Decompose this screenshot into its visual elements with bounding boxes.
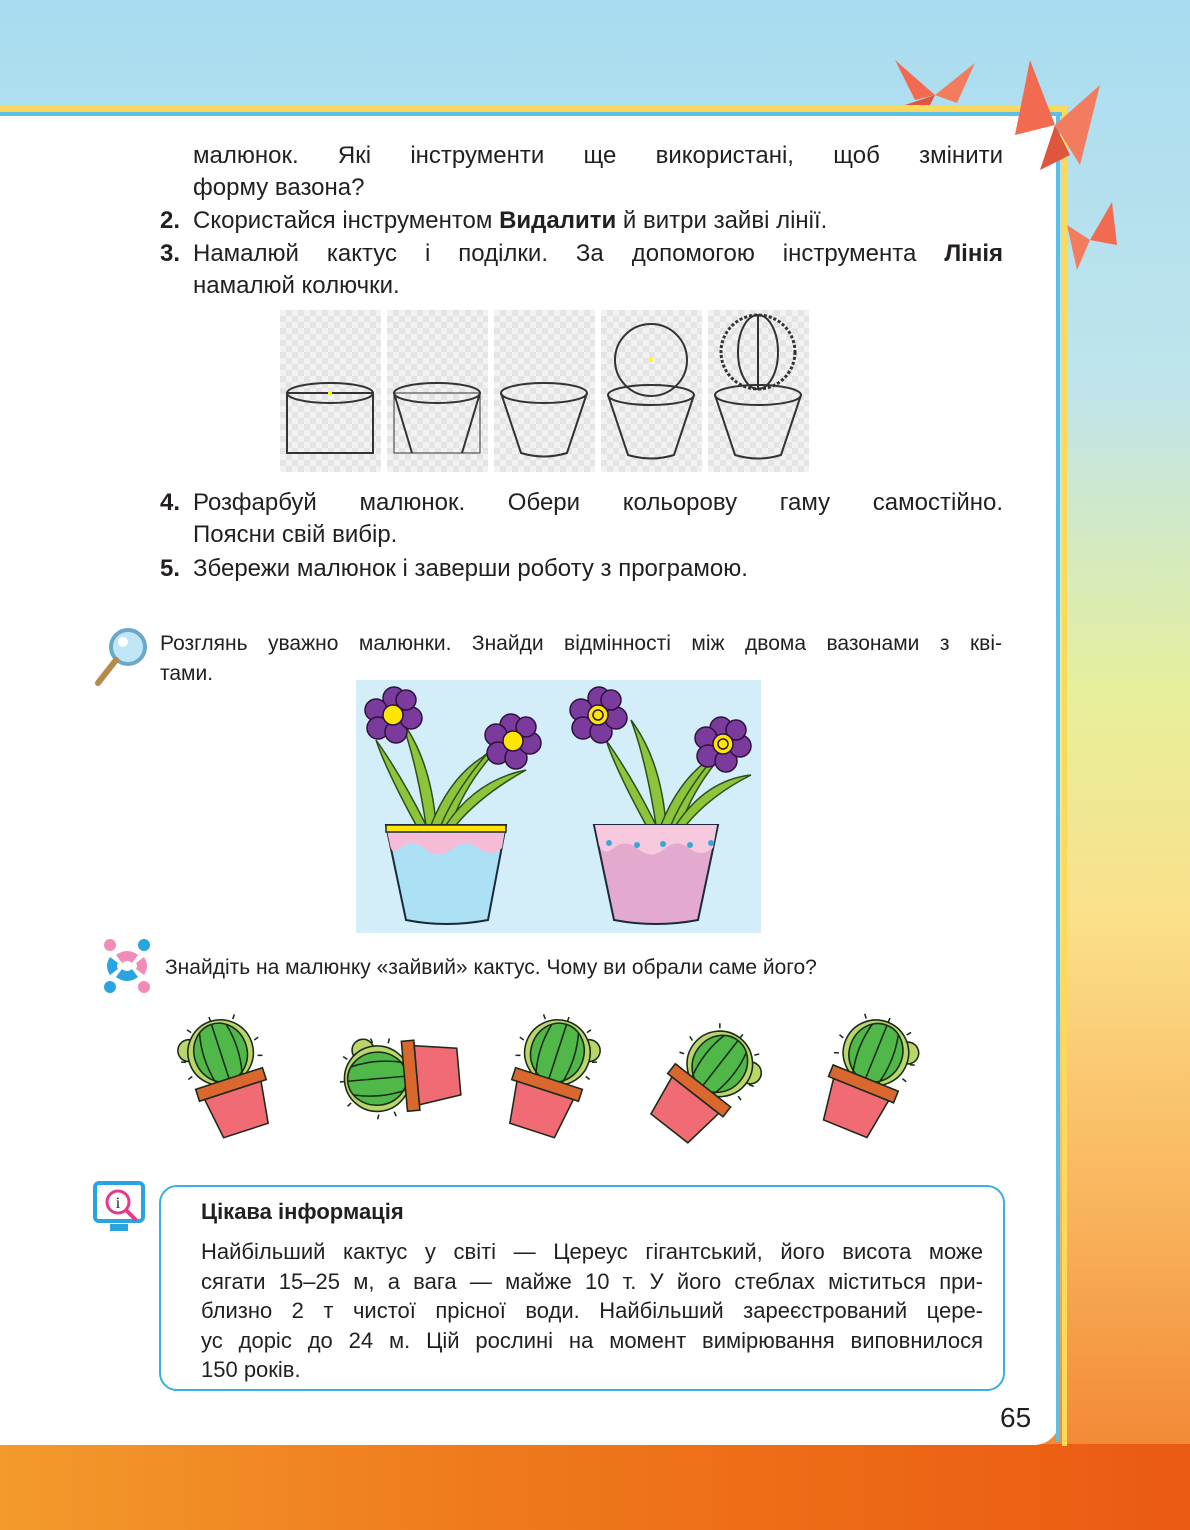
step-4-line-1: Розфарбуй малюнок. Обери кольорову гаму самостійно. bbox=[193, 489, 1003, 516]
cactus-row bbox=[155, 998, 945, 1158]
magnifier-icon bbox=[92, 625, 152, 687]
right-pot bbox=[594, 825, 718, 924]
top-border-blue bbox=[0, 112, 1062, 116]
info-body bbox=[201, 1237, 983, 1385]
cactus-2 bbox=[336, 1031, 462, 1122]
step-3-line-1: Намалюй кактус і поділки. За допомогою інструмента Лінія bbox=[193, 240, 1003, 267]
find-differences-line-2: тами. bbox=[160, 662, 214, 685]
info-monitor-icon bbox=[92, 1180, 150, 1235]
step-image-cylinder bbox=[280, 310, 381, 472]
cactus-5 bbox=[808, 1003, 928, 1144]
step-5-text: Збережи малюнок і заверши роботу з програмою. bbox=[193, 555, 748, 582]
drawing-steps-strip bbox=[280, 310, 824, 472]
info-line: 150 років. bbox=[201, 1357, 301, 1382]
step-2-text: Скористайся інструментом Видалити й витри зайві лінії. bbox=[193, 207, 828, 234]
info-box bbox=[159, 1185, 1005, 1391]
svg-text:i: i bbox=[115, 1195, 121, 1212]
left-pot bbox=[386, 825, 506, 924]
info-line: близно 2 т чистої прісної води. Найбільший зареєстрований цере- bbox=[201, 1298, 983, 1323]
intro-line-1: малюнок. Які інструменти ще використані, щоб змінити bbox=[193, 142, 1003, 169]
cactus-3 bbox=[494, 1004, 608, 1143]
info-line: ус доріс до 24 м. Цій рослині на момент вимірювання виповнилося bbox=[201, 1327, 983, 1353]
group-work-icon bbox=[98, 937, 156, 995]
step-number: 2. bbox=[160, 207, 181, 234]
step-3-line-2: намалюй колючки. bbox=[193, 272, 400, 299]
cactus-1 bbox=[170, 1004, 284, 1143]
step-number: 4. bbox=[160, 489, 181, 516]
step-image-pot-ball bbox=[601, 310, 702, 472]
find-differences-line-1: Розглянь уважно малюнки. Знайди відмінності між двома вазонами з кві- bbox=[160, 632, 1002, 655]
step-number: 3. bbox=[160, 240, 181, 267]
page-number: 65 bbox=[1000, 1402, 1032, 1433]
flower-pots-picture bbox=[356, 680, 761, 933]
step-image-cactus bbox=[708, 310, 809, 472]
side-border-blue bbox=[1056, 112, 1060, 1442]
butterfly-icon bbox=[1062, 200, 1122, 275]
step-image-pot bbox=[494, 310, 595, 472]
odd-one-out-text: Знайдіть на малюнку «зайвий» кактус. Чому ви обрали саме його? bbox=[165, 956, 817, 979]
butterfly-icon bbox=[1010, 55, 1105, 175]
side-border-yellow bbox=[1062, 106, 1067, 1446]
info-line: сягати 15–25 м, а вага — майже 10 т. У його стеблах міститься при- bbox=[201, 1268, 983, 1294]
intro-line-2: форму вазона? bbox=[193, 174, 365, 201]
bottom-band bbox=[0, 1444, 1190, 1530]
info-title: Цікава інформація bbox=[201, 1199, 404, 1224]
cactus-4 bbox=[637, 1009, 774, 1153]
info-line: Найбільший кактус у світі — Цереус гігантський, його висота може bbox=[201, 1239, 983, 1264]
butterfly-icon bbox=[885, 55, 985, 110]
step-image-trapezoid bbox=[387, 310, 488, 472]
step-number: 5. bbox=[160, 555, 181, 582]
step-4-line-2: Поясни свій вибір. bbox=[193, 521, 398, 548]
